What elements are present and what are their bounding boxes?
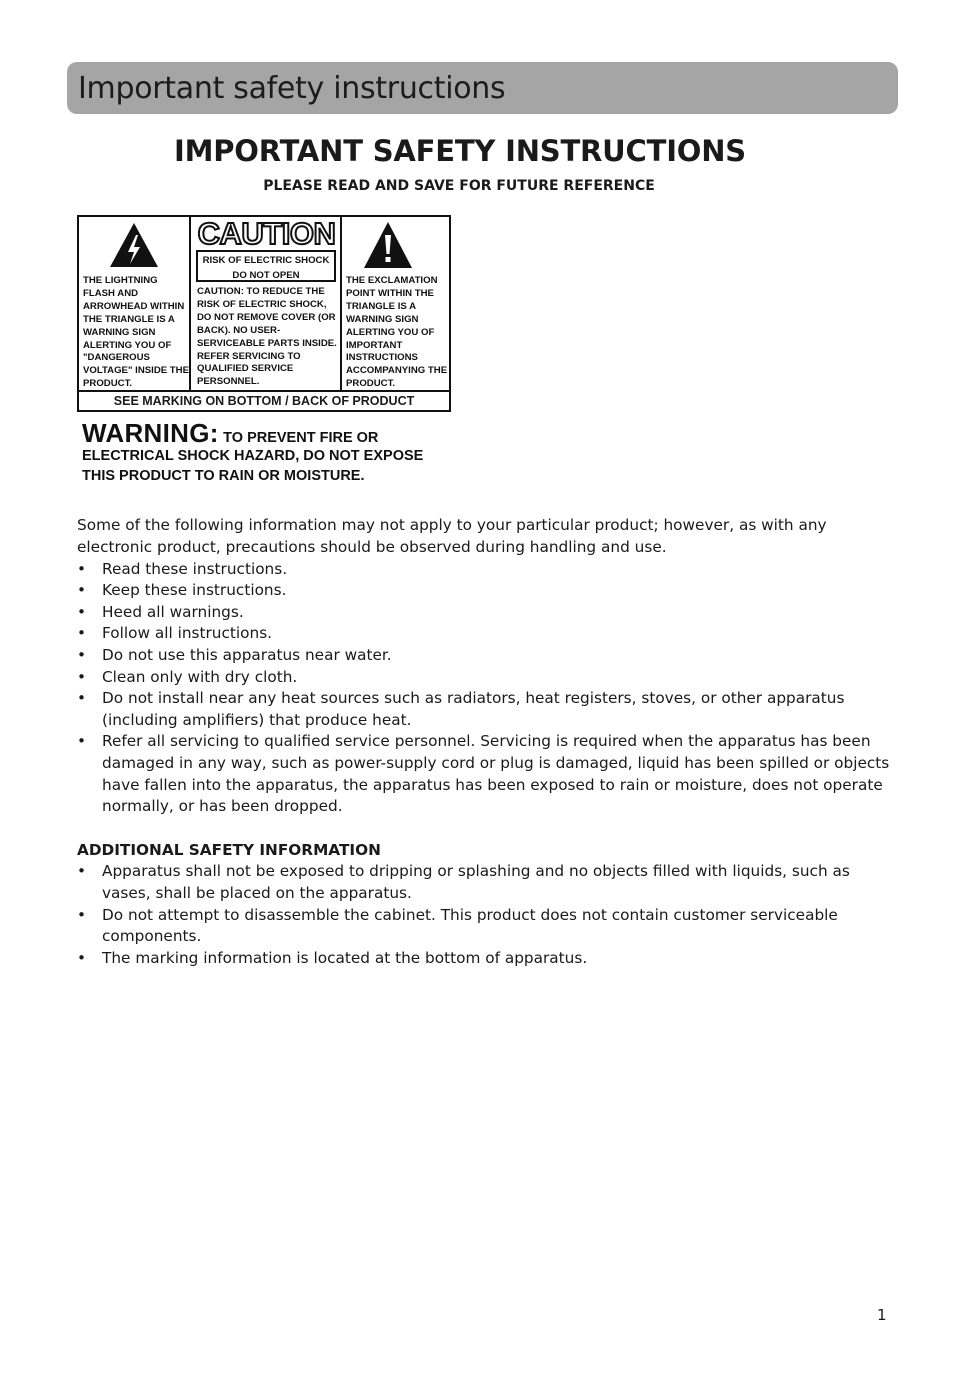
- document-subtitle: PLEASE READ AND SAVE FOR FUTURE REFERENCE: [263, 178, 655, 194]
- list-item: [77, 559, 899, 581]
- exclamation-warning-icon: [363, 221, 413, 269]
- page-number: 1: [877, 1306, 887, 1324]
- bullet-icon: •: [77, 689, 87, 708]
- list-item-text: The marking information is located at the bottom of apparatus.: [102, 948, 588, 967]
- document-title: IMPORTANT SAFETY INSTRUCTIONS: [173, 134, 746, 168]
- bullet-icon: •: [77, 559, 87, 578]
- lightning-warning-icon: [109, 222, 159, 268]
- list-item-text: Read these instructions.: [102, 559, 288, 578]
- caution-word: CAUTION: [197, 216, 336, 251]
- list-item: [77, 623, 899, 645]
- list-item-text: Follow all instructions.: [102, 624, 273, 643]
- list-item-text: Heed all warnings.: [102, 602, 244, 621]
- bullet-icon: •: [77, 645, 87, 664]
- list-item: [77, 861, 899, 904]
- list-item: [77, 667, 899, 689]
- additional-safety-list: [77, 861, 899, 969]
- risk-of-shock-box: [196, 250, 336, 282]
- bullet-icon: •: [77, 732, 87, 751]
- warning-statement: [82, 418, 462, 486]
- exclamation-explanation-text: THE EXCLAMATION POINT WITHIN THE TRIANGLE IS A WARNING SIGN ALERTING YOU OF IMPORTANT INSTRUCTIONS ACCOMPANYING THE PRODUCT.: [346, 275, 448, 390]
- caution-label-center-panel: [191, 217, 342, 390]
- list-item-text: Do not install near any heat sources such as radiators, heat registers, stoves, or other apparatus (including amplifiers) that produce heat.: [102, 689, 845, 729]
- list-item: [77, 645, 899, 667]
- risk-line-2: DO NOT OPEN: [232, 270, 300, 281]
- list-item-text: Apparatus shall not be exposed to dripping or splashing and no objects filled with liquids, such as vases, shall be placed on the apparatus.: [102, 862, 850, 902]
- list-item: [77, 580, 899, 602]
- bullet-icon: •: [77, 602, 87, 621]
- bullet-icon: •: [77, 948, 87, 967]
- list-item-text: Clean only with dry cloth.: [102, 667, 298, 686]
- instructions-list: [77, 559, 899, 818]
- section-header-title: Important safety instructions: [78, 70, 506, 106]
- caution-label-left-panel: [79, 217, 191, 390]
- list-item: [77, 602, 899, 624]
- warning-line-3: THIS PRODUCT TO RAIN OR MOISTURE.: [82, 468, 365, 484]
- warning-line-2: ELECTRICAL SHOCK HAZARD, DO NOT EXPOSE: [82, 448, 424, 464]
- list-item: [77, 905, 899, 948]
- list-item: [77, 948, 899, 970]
- bullet-icon: •: [77, 862, 87, 881]
- caution-body-text: CAUTION: TO REDUCE THE RISK OF ELECTRIC SHOCK, DO NOT REMOVE COVER (OR BACK). NO USER-SERVICEABLE PARTS INSIDE. REFER SERVICING TO QUALIFIED SERVICE PERSONNEL.: [197, 286, 337, 388]
- bullet-icon: •: [77, 667, 87, 686]
- caution-label-right-panel: [342, 217, 449, 390]
- bullet-icon: •: [77, 905, 87, 924]
- section-header-bar: [67, 62, 898, 114]
- warning-line-1: TO PREVENT FIRE OR: [223, 430, 379, 446]
- caution-label: [77, 215, 451, 412]
- lightning-explanation-text: THE LIGHTNING FLASH AND ARROWHEAD WITHIN THE TRIANGLE IS A WARNING SIGN ALERTING YOU OF "DANGEROUS VOLTAGE" INSIDE THE PRODUCT.: [83, 275, 189, 390]
- list-item-text: Keep these instructions.: [102, 581, 287, 600]
- intro-paragraph: Some of the following information may not apply to your particular product; however, as with any electronic product, precautions should be observed during handling and use.: [77, 516, 827, 556]
- list-item: [77, 731, 899, 817]
- bullet-icon: •: [77, 624, 87, 643]
- list-item-text: Do not use this apparatus near water.: [102, 645, 392, 664]
- warning-word: WARNING:: [82, 418, 219, 448]
- list-item: [77, 688, 899, 731]
- additional-safety-heading: ADDITIONAL SAFETY INFORMATION: [77, 840, 381, 859]
- caution-label-footer: SEE MARKING ON BOTTOM / BACK OF PRODUCT: [79, 390, 449, 410]
- list-item-text: Refer all servicing to qualified service personnel. Servicing is required when the apparatus has been damaged in any way, such as power-supply cord or plug is damaged, liquid has been spilled or objects have fallen into the apparatus, the apparatus has been exposed to rain or moisture, does not operate normally, or has been dropped.: [102, 732, 890, 816]
- bullet-icon: •: [77, 581, 87, 600]
- main-content: [77, 515, 899, 969]
- risk-line-1: RISK OF ELECTRIC SHOCK: [202, 255, 330, 266]
- list-item-text: Do not attempt to disassemble the cabinet. This product does not contain customer serviceable components.: [102, 905, 838, 946]
